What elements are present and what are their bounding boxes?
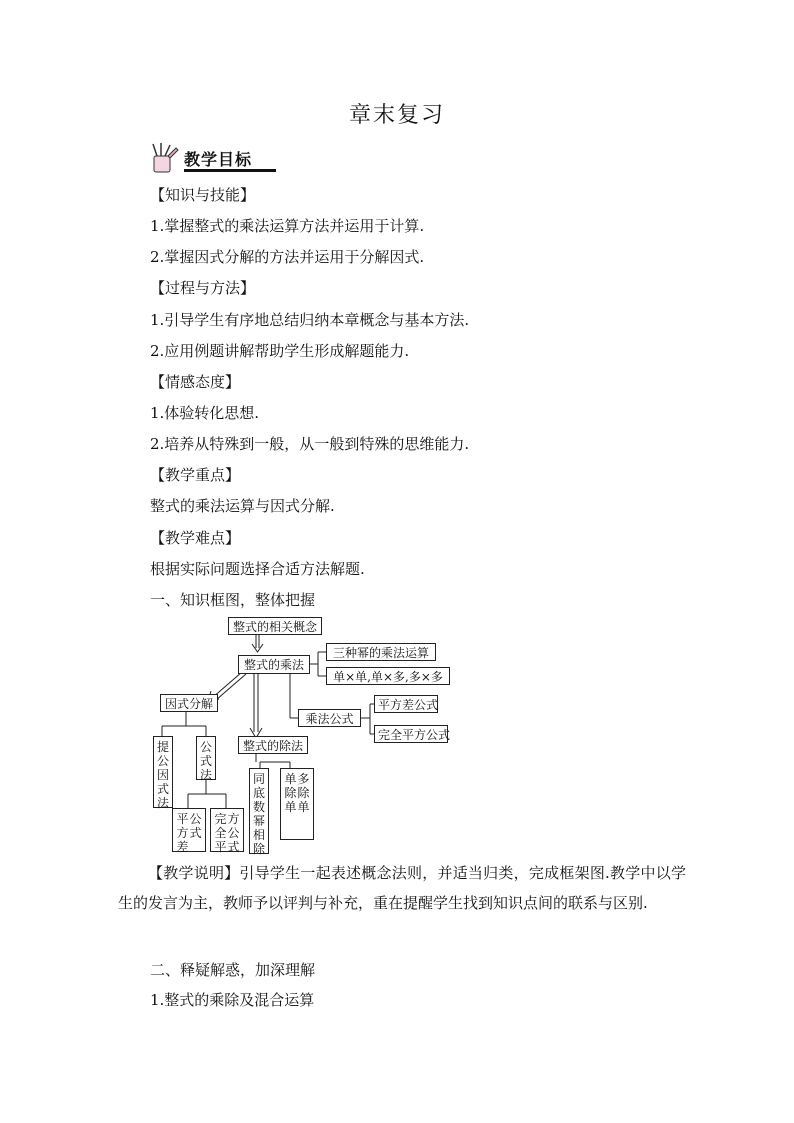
box-mult-formula: 乘法公式 (298, 709, 361, 727)
text-line: 2.培养从特殊到一般，从一般到特殊的思维能力. (150, 435, 470, 453)
vertical-text: 多 除 单 (297, 772, 310, 814)
vertical-text: 公 式 法 (199, 740, 212, 782)
box-perfect-sq-formula (210, 808, 244, 852)
subsection-heading: 1.整式的乘除及混合运算 (150, 991, 315, 1009)
vertical-text: 完 全 平 (214, 812, 227, 854)
box-perfect-square: 完全平方公式 (374, 725, 448, 743)
text-line: 1.掌握整式的乘法运算方法并运用于计算. (150, 217, 425, 235)
box-multiplication: 整式的乘法 (238, 655, 310, 674)
badge-label: 教学目标 (184, 150, 253, 169)
box-division: 整式的除法 (238, 736, 308, 754)
page-title: 章末复习 (348, 103, 445, 128)
box-factorization: 因式分解 (160, 694, 218, 712)
heading-knowledge-skills: 【知识与技能】 (150, 186, 256, 204)
section-heading: 一、知识框图，整体把握 (150, 591, 316, 609)
heading-key-points: 【教学重点】 (150, 466, 241, 484)
teaching-goals-badge (148, 142, 278, 174)
vertical-text: 方 公 式 (227, 812, 240, 854)
vertical-text: 同 底 数 幂 相 除 (252, 772, 265, 856)
box-power-ops: 三种幂的乘法运算 (326, 643, 436, 661)
text-line: 整式的乘法运算与因式分解. (150, 497, 335, 515)
box-diff-squares: 平方差公式 (374, 695, 438, 713)
section-heading: 二、释疑解惑，加深理解 (150, 961, 316, 979)
box-related-concepts: 整式的相关概念 (228, 617, 322, 635)
text-line: 1.引导学生有序地总结归纳本章概念与基本方法. (150, 311, 470, 329)
text-line: 2.掌握因式分解的方法并运用于分解因式. (150, 248, 425, 266)
pen-holder-icon (148, 142, 180, 174)
vertical-text: 提 公 因 式 法 (156, 740, 169, 810)
teaching-note: 【教学说明】引导学生一起表述概念法则，并适当归类，完成框架图.教学中以学生的发言为主，教师予以评判与补充，重在提醒学生找到知识点间的联系与区别. (118, 864, 686, 912)
heading-difficulties: 【教学难点】 (150, 529, 241, 547)
box-poly-mono-div (280, 768, 314, 840)
heading-process-method: 【过程与方法】 (150, 279, 256, 297)
vertical-text: 公 式 (189, 812, 202, 840)
box-same-base-div (249, 768, 269, 854)
knowledge-framework-diagram (148, 612, 458, 856)
text-line: 根据实际问题选择合适方法解题. (150, 560, 365, 578)
vertical-text: 平 方 差 (176, 812, 189, 854)
text-line: 1.体验转化思想. (150, 404, 260, 422)
heading-emotion-attitude: 【情感态度】 (150, 373, 241, 391)
box-formula-method (196, 736, 216, 780)
vertical-text: 单 除 单 (284, 772, 297, 814)
badge-underline (184, 169, 276, 172)
box-sq-diff-formula (172, 808, 206, 852)
box-mono-poly: 单×单,单×多,多×多 (326, 667, 450, 685)
text-line: 2.应用例题讲解帮助学生形成解题能力. (150, 342, 410, 360)
box-common-factor (153, 736, 173, 808)
